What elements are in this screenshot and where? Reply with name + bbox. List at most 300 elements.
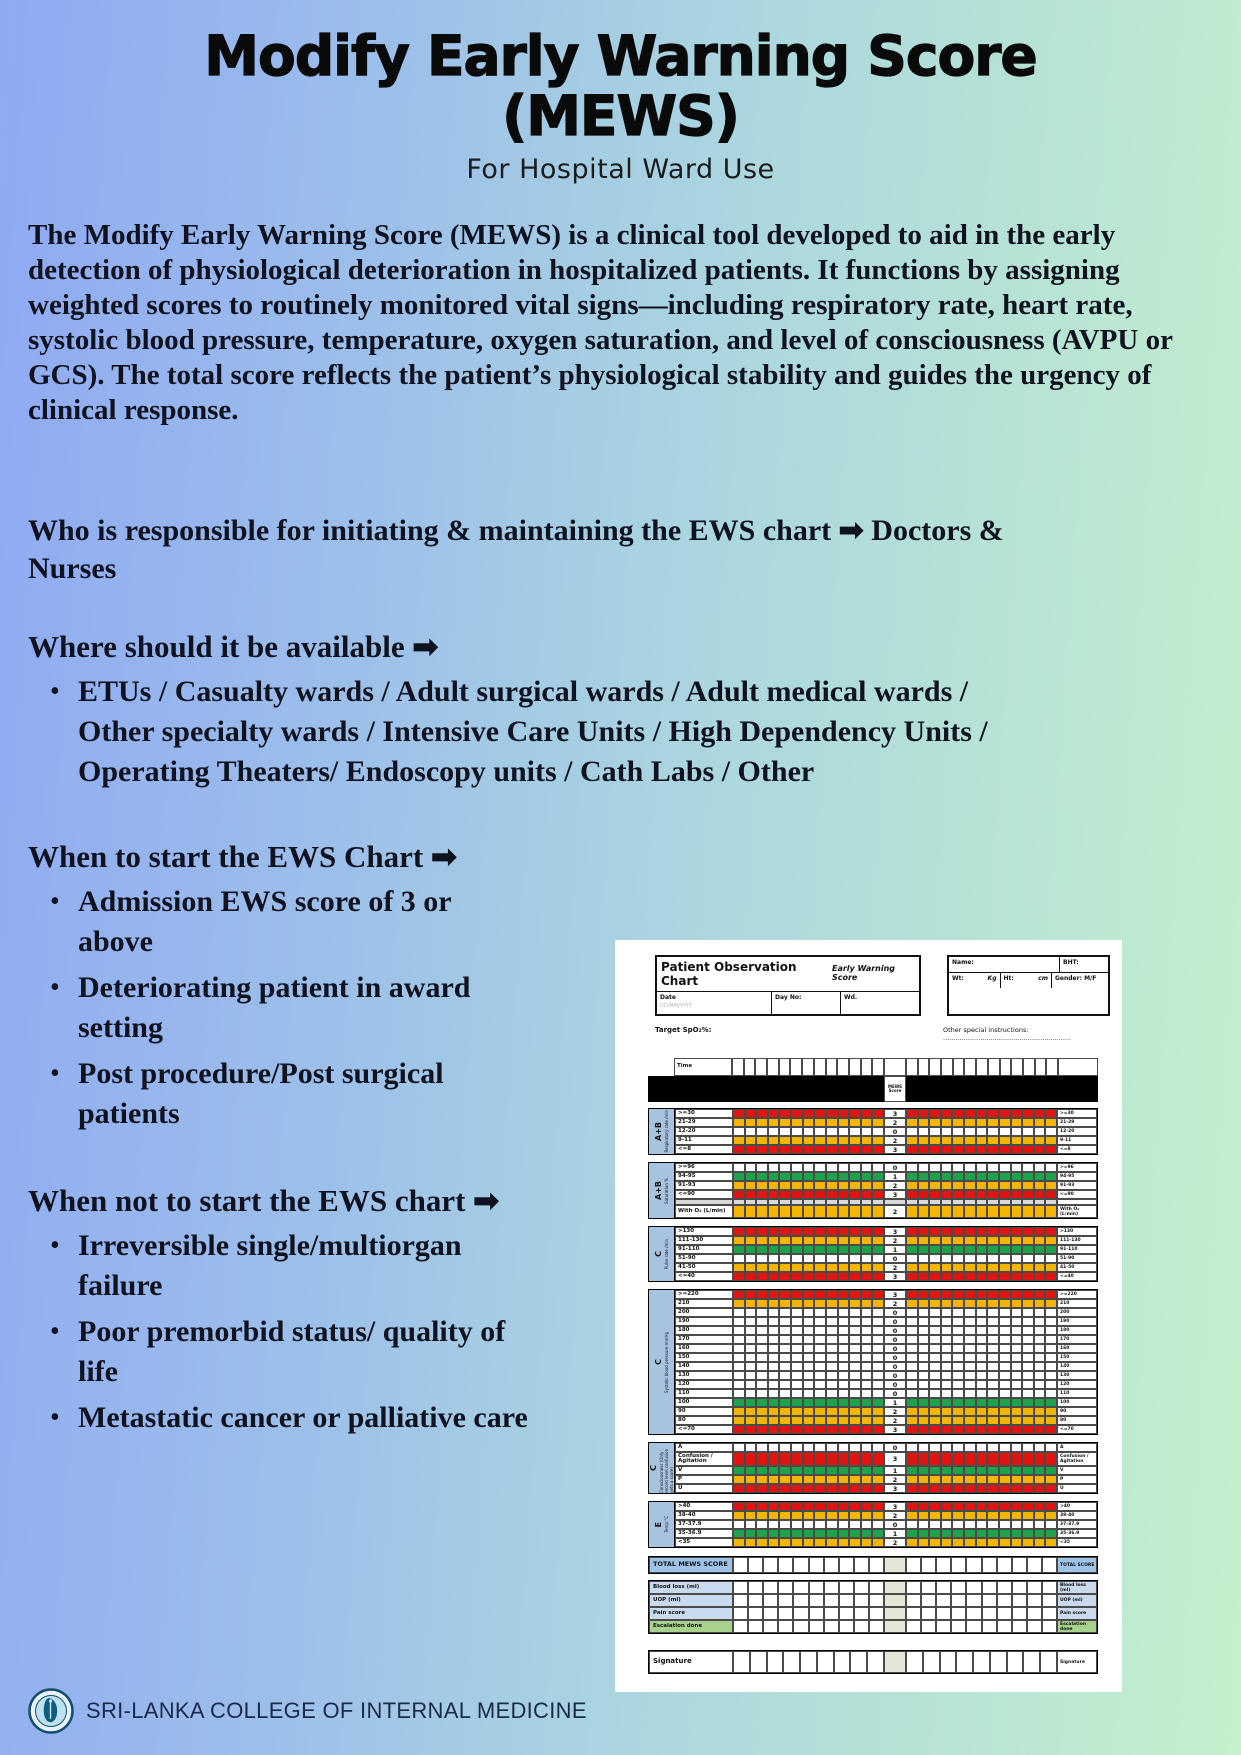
form-cell: [918, 1127, 930, 1136]
form-cell: [814, 1511, 826, 1520]
form-cell: [982, 1607, 997, 1620]
form-cell: [803, 1263, 815, 1272]
score-cell: 0: [884, 1520, 906, 1529]
range-label: 80: [675, 1416, 733, 1425]
form-cell: [872, 1172, 884, 1181]
form-cell: [756, 1190, 768, 1199]
form-cell: [952, 1511, 964, 1520]
form-cell: [745, 1344, 757, 1353]
form-cell: [987, 1118, 999, 1127]
form-cell: [838, 1245, 850, 1254]
form-cell: [849, 1163, 861, 1172]
form-cell: [921, 1620, 936, 1633]
range-label: U: [675, 1484, 733, 1493]
form-cell: [838, 1380, 850, 1389]
form-cell: [987, 1511, 999, 1520]
summary-row-label: TOTAL MEWS SCORE: [649, 1557, 733, 1573]
form-cell: [755, 1058, 767, 1076]
form-cell: [1007, 1651, 1024, 1673]
section-side-label: C Pulse rate /min: [649, 1227, 675, 1281]
range-label: Confusion / Agitation: [675, 1452, 733, 1466]
form-cell: [826, 1118, 838, 1127]
summary-row-label: UOP (ml): [649, 1594, 733, 1607]
form-cell: [987, 1263, 999, 1272]
form-cell: [826, 1299, 838, 1308]
form-cell: [976, 1466, 988, 1475]
range-label: 100: [675, 1398, 733, 1407]
range-label: <=70: [675, 1425, 733, 1434]
weight-field: Wt: Kg: [949, 973, 1001, 988]
form-cell: [756, 1127, 768, 1136]
form-cell: [791, 1380, 803, 1389]
form-cell: [850, 1651, 867, 1673]
form-cell: [733, 1529, 745, 1538]
form-cell: [918, 1109, 930, 1118]
form-cell: [1022, 1416, 1034, 1425]
form-cell: [1011, 1236, 1023, 1245]
form-cell: [803, 1163, 815, 1172]
form-cell: [733, 1607, 748, 1620]
form-cell: [952, 1466, 964, 1475]
form-cell: [941, 1380, 953, 1389]
form-cell: [1045, 1380, 1057, 1389]
form-cell: [1045, 1475, 1057, 1484]
form-cell: [941, 1511, 953, 1520]
form-cell: [918, 1290, 930, 1299]
range-label-right: >=220: [1057, 1290, 1097, 1299]
form-cell: [918, 1520, 930, 1529]
form-title-row: [657, 957, 919, 992]
time-row-spacer: [648, 1058, 674, 1076]
form-cell: [999, 1127, 1011, 1136]
form-cell: [791, 1407, 803, 1416]
form-cell: [952, 1362, 964, 1371]
form-cell: [768, 1317, 780, 1326]
form-cell: [1011, 1118, 1023, 1127]
form-cell: [779, 1290, 791, 1299]
form-cell: [929, 1443, 941, 1452]
form-cell: [952, 1475, 964, 1484]
form-cell: [976, 1299, 988, 1308]
form-cell: [941, 1443, 953, 1452]
form-cell: [838, 1127, 850, 1136]
range-label-right: 35-36.9: [1057, 1529, 1097, 1538]
form-cell: [1035, 1058, 1047, 1076]
form-cell: [952, 1353, 964, 1362]
form-cell: [1045, 1362, 1057, 1371]
form-cell: [941, 1326, 953, 1335]
form-cell: [1034, 1425, 1046, 1434]
form-cell: [964, 1190, 976, 1199]
form-cell: [952, 1502, 964, 1511]
range-label: P: [675, 1475, 733, 1484]
form-cell: [779, 1380, 791, 1389]
form-cell: [929, 1511, 941, 1520]
range-label-right: >=96: [1057, 1163, 1097, 1172]
form-cell: [733, 1538, 745, 1547]
form-cell: [1027, 1620, 1042, 1633]
score-cell: 1: [884, 1398, 906, 1407]
form-cell: [941, 1335, 953, 1344]
form-cell: [745, 1205, 757, 1218]
score-cell: 2: [884, 1181, 906, 1190]
form-cell: [964, 1263, 976, 1272]
form-cell: [756, 1308, 768, 1317]
form-cell: [941, 1362, 953, 1371]
form-cell: [1045, 1272, 1057, 1281]
form-cell: [756, 1163, 768, 1172]
form-cell: [779, 1371, 791, 1380]
form-cell: [849, 1475, 861, 1484]
form-cell: [733, 1371, 745, 1380]
form-cell: [768, 1466, 780, 1475]
form-cell: [987, 1236, 999, 1245]
list-item: [28, 672, 1048, 792]
form-cell: [1023, 1058, 1035, 1076]
range-label-right: 90: [1057, 1407, 1097, 1416]
form-cell: [872, 1145, 884, 1154]
form-cell: [756, 1118, 768, 1127]
form-cell: [987, 1326, 999, 1335]
ward-field: Wd.: [844, 994, 858, 1001]
form-cell: [929, 1317, 941, 1326]
form-cell: [838, 1425, 850, 1434]
form-cell: [1045, 1416, 1057, 1425]
form-cell: [779, 1398, 791, 1407]
height-field: Ht: cm: [1001, 973, 1053, 988]
form-cell: [929, 1389, 941, 1398]
form-cell: [929, 1538, 941, 1547]
form-cell: [826, 1416, 838, 1425]
form-cell: [1022, 1452, 1034, 1466]
range-label-right: >40: [1057, 1502, 1097, 1511]
form-cell: [941, 1181, 953, 1190]
form-cell: [824, 1581, 839, 1594]
form-cell: [849, 1484, 861, 1493]
form-cell: [803, 1190, 815, 1199]
form-cell: [838, 1416, 850, 1425]
form-cell: [861, 1163, 873, 1172]
form-cell: [814, 1245, 826, 1254]
form-cell: [768, 1452, 780, 1466]
form-cell: [987, 1398, 999, 1407]
form-cell: [906, 1520, 918, 1529]
form-cell: [929, 1407, 941, 1416]
form-cell: [929, 1380, 941, 1389]
form-cell: [1011, 1398, 1023, 1407]
form-cell: [1011, 1502, 1023, 1511]
form-cell: [906, 1145, 918, 1154]
when-start-heading: When to start the EWS Chart ➡: [28, 839, 457, 874]
form-cell: [987, 1484, 999, 1493]
form-cell: [918, 1362, 930, 1371]
form-cell: [872, 1263, 884, 1272]
form-cell: [861, 1254, 873, 1263]
form-cell: [803, 1136, 815, 1145]
form-cell: [1012, 1557, 1027, 1573]
form-cell: [838, 1398, 850, 1407]
form-cell: [929, 1058, 941, 1076]
form-cell: [976, 1398, 988, 1407]
form-cell: [929, 1398, 941, 1407]
form-cell: [941, 1407, 953, 1416]
where-list: [28, 672, 1048, 792]
form-cell: [918, 1145, 930, 1154]
form-cell: [1011, 1511, 1023, 1520]
form-cell: [936, 1557, 951, 1573]
form-cell: [1022, 1205, 1034, 1218]
range-label: 180: [675, 1326, 733, 1335]
form-cell: [951, 1607, 966, 1620]
form-cell: [941, 1353, 953, 1362]
form-cell: [861, 1362, 873, 1371]
form-cell: [869, 1557, 884, 1573]
form-cell: [1045, 1299, 1057, 1308]
score-cell: 0: [884, 1344, 906, 1353]
form-cell: [999, 1511, 1011, 1520]
form-cell: [814, 1326, 826, 1335]
form-cell: [952, 1344, 964, 1353]
form-cell: [987, 1371, 999, 1380]
form-cell: [997, 1594, 1012, 1607]
form-cell: [756, 1475, 768, 1484]
form-cell: [982, 1557, 997, 1573]
form-cell: [1022, 1502, 1034, 1511]
form-cell: [800, 1651, 817, 1673]
form-cell: [929, 1529, 941, 1538]
form-cell: [838, 1511, 850, 1520]
form-cell: [1027, 1594, 1042, 1607]
form-cell: [849, 1389, 861, 1398]
form-cell: [906, 1607, 921, 1620]
form-cell: [849, 1236, 861, 1245]
form-cell: [791, 1263, 803, 1272]
form-cell: [1045, 1335, 1057, 1344]
form-subtitle: Early Warning Score: [831, 964, 896, 982]
form-cell: [987, 1299, 999, 1308]
form-cell: [1022, 1466, 1034, 1475]
form-cell: [951, 1557, 966, 1573]
form-cell: [861, 1380, 873, 1389]
form-cell: [1011, 1272, 1023, 1281]
form-cell: [999, 1308, 1011, 1317]
form-cell: [745, 1172, 757, 1181]
form-cell: [745, 1145, 757, 1154]
form-cell: [849, 1308, 861, 1317]
form-cell: [779, 1190, 791, 1199]
form-cell: [779, 1254, 791, 1263]
score-cell: 1: [884, 1245, 906, 1254]
form-cell: [872, 1335, 884, 1344]
form-cell: [872, 1136, 884, 1145]
range-label-right: 12-20: [1057, 1127, 1097, 1136]
form-cell: [1011, 1466, 1023, 1475]
form-cell: [838, 1484, 850, 1493]
form-cell: [733, 1511, 745, 1520]
range-label: >=30: [675, 1109, 733, 1118]
form-cell: [941, 1475, 953, 1484]
form-cell: [861, 1058, 873, 1076]
form-cell: [838, 1205, 850, 1218]
form-cell: [941, 1190, 953, 1199]
form-cell: [814, 1344, 826, 1353]
form-cell: [1034, 1263, 1046, 1272]
form-cell: [838, 1466, 850, 1475]
form-cell: [1034, 1466, 1046, 1475]
form-cell: [941, 1538, 953, 1547]
form-cell: [779, 1520, 791, 1529]
form-cell: [763, 1581, 778, 1594]
form-cell: [941, 1163, 953, 1172]
form-cell: [814, 1181, 826, 1190]
form-cell: [861, 1529, 873, 1538]
form-cell: [861, 1127, 873, 1136]
form-cell: [929, 1272, 941, 1281]
form-cell: [814, 1380, 826, 1389]
form-cell: [814, 1353, 826, 1362]
form-cell: [778, 1557, 793, 1573]
form-cell: [814, 1371, 826, 1380]
form-cell: [838, 1163, 850, 1172]
form-cell: [779, 1145, 791, 1154]
form-cell: [791, 1190, 803, 1199]
form-cell: [826, 1466, 838, 1475]
form-cell: [779, 1136, 791, 1145]
form-cell: [872, 1425, 884, 1434]
form-cell: [941, 1371, 953, 1380]
name-field: Name:: [949, 957, 1060, 972]
form-cell: [999, 1317, 1011, 1326]
form-cell: [778, 1581, 793, 1594]
form-cell: [976, 1254, 988, 1263]
score-cell: 3: [884, 1452, 906, 1466]
form-cell: [779, 1529, 791, 1538]
form-cell: [952, 1236, 964, 1245]
range-label-right: V: [1057, 1466, 1097, 1475]
form-cell: [756, 1398, 768, 1407]
form-cell: [952, 1452, 964, 1466]
form-cell: [929, 1190, 941, 1199]
form-cell: [814, 1484, 826, 1493]
form-cell: [733, 1389, 745, 1398]
form-cell: [745, 1272, 757, 1281]
form-cell: [964, 1344, 976, 1353]
range-label: 9-11: [675, 1136, 733, 1145]
form-cell: [733, 1308, 745, 1317]
form-cell: [976, 1118, 988, 1127]
form-cell: [906, 1109, 918, 1118]
form-cell: [814, 1299, 826, 1308]
form-cell: [745, 1335, 757, 1344]
form-cell: [849, 1425, 861, 1434]
form-cell: [814, 1190, 826, 1199]
form-cell: [929, 1127, 941, 1136]
form-cell: [768, 1326, 780, 1335]
form-cell: [952, 1205, 964, 1218]
form-cell: [1011, 1407, 1023, 1416]
form-cell: [1022, 1371, 1034, 1380]
form-cell: [768, 1353, 780, 1362]
form-cell: [768, 1362, 780, 1371]
form-cell: [987, 1290, 999, 1299]
form-cell: [791, 1538, 803, 1547]
form-cell: [733, 1118, 745, 1127]
form-cell: [906, 1205, 918, 1218]
form-cell: [976, 1172, 988, 1181]
form-cell: [791, 1466, 803, 1475]
form-cell: [1022, 1136, 1034, 1145]
slcim-logo-icon: [28, 1688, 74, 1734]
range-label-right: 91-93: [1057, 1181, 1097, 1190]
title-block: [0, 26, 1241, 185]
form-cell: [768, 1484, 780, 1493]
form-cell: [1011, 1362, 1023, 1371]
form-cell: [999, 1263, 1011, 1272]
form-cell: [906, 1529, 918, 1538]
form-cell: [838, 1181, 850, 1190]
range-label-right: 51-90: [1057, 1254, 1097, 1263]
form-cell: [839, 1581, 854, 1594]
score-cell: 2: [884, 1236, 906, 1245]
form-cell: [952, 1371, 964, 1380]
form-cell: [826, 1181, 838, 1190]
form-cell: [1042, 1594, 1057, 1607]
form-cell: [814, 1407, 826, 1416]
range-label: 111-130: [675, 1236, 733, 1245]
form-cell: [976, 1190, 988, 1199]
form-cell: [941, 1425, 953, 1434]
form-cell: [987, 1407, 999, 1416]
list-item: [28, 1226, 533, 1306]
form-cell: [768, 1443, 780, 1452]
summary-mid-cell: [884, 1557, 906, 1573]
form-cell: [1046, 1058, 1058, 1076]
form-cell: [791, 1163, 803, 1172]
form-cell: [1022, 1317, 1034, 1326]
form-cell: [872, 1452, 884, 1466]
form-cell: [1011, 1371, 1023, 1380]
form-cell: [1034, 1172, 1046, 1181]
range-label-right: 200: [1057, 1308, 1097, 1317]
form-cell: [733, 1205, 745, 1218]
form-cell: [1022, 1475, 1034, 1484]
form-cell: [861, 1398, 873, 1407]
form-cell: [838, 1308, 850, 1317]
form-cell: [872, 1326, 884, 1335]
range-label: >130: [675, 1227, 733, 1236]
form-cell: [791, 1511, 803, 1520]
form-cell: [953, 1058, 965, 1076]
form-cell: [838, 1326, 850, 1335]
form-cell: [929, 1109, 941, 1118]
form-cell: [849, 1344, 861, 1353]
range-label: 150: [675, 1353, 733, 1362]
time-label: Time: [674, 1058, 732, 1076]
form-cell: [849, 1416, 861, 1425]
form-cell: [964, 1407, 976, 1416]
form-cell: [733, 1380, 745, 1389]
form-cell: [791, 1529, 803, 1538]
form-cell: [1034, 1353, 1046, 1362]
form-cell: [779, 1335, 791, 1344]
form-cell: [1011, 1484, 1023, 1493]
form-cell: [941, 1466, 953, 1475]
form-cell: [814, 1425, 826, 1434]
form-cell: [849, 1520, 861, 1529]
form-cell: [791, 1362, 803, 1371]
form-cell: [964, 1335, 976, 1344]
form-cell: [838, 1407, 850, 1416]
